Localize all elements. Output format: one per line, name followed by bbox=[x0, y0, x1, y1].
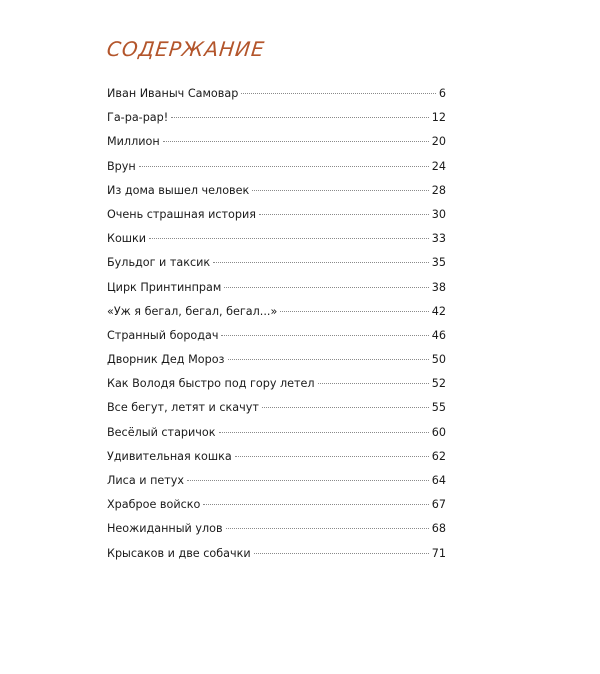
toc-entry-label: Крысаков и две собачки bbox=[107, 546, 251, 560]
toc-entry-page: 67 bbox=[431, 498, 446, 512]
toc-leader bbox=[262, 407, 429, 408]
toc-list bbox=[107, 86, 446, 570]
toc-entry-label: Весёлый старичок bbox=[107, 425, 216, 439]
toc-entry bbox=[107, 328, 446, 352]
toc-leader bbox=[149, 238, 429, 239]
toc-entry bbox=[107, 400, 446, 424]
toc-entry-page: 64 bbox=[431, 474, 446, 487]
toc-entry-label: Миллион bbox=[107, 135, 160, 149]
toc-entry bbox=[107, 280, 446, 304]
toc-leader bbox=[228, 359, 429, 360]
toc-entry bbox=[107, 521, 446, 545]
toc-entry-page: 42 bbox=[431, 304, 446, 318]
toc-entry-label: Га-ра-рар! bbox=[107, 111, 169, 125]
toc-entry-page: 55 bbox=[431, 401, 446, 415]
toc-entry bbox=[107, 304, 446, 328]
toc-entry-label: Дворник Дед Мороз bbox=[107, 353, 225, 367]
toc-entry-page: 6 bbox=[438, 87, 446, 100]
toc-entry bbox=[107, 159, 446, 183]
toc-entry-label: Иван Иваныч Самовар bbox=[107, 87, 239, 100]
toc-entry bbox=[107, 352, 446, 376]
toc-entry-label: Бульдог и таксик bbox=[107, 256, 211, 270]
toc-entry bbox=[107, 110, 446, 134]
toc-entry bbox=[107, 231, 446, 255]
toc-entry bbox=[107, 546, 446, 570]
toc-entry-label: Удивительная кошка bbox=[107, 449, 232, 463]
toc-leader bbox=[241, 93, 436, 94]
toc-entry-page: 33 bbox=[431, 232, 446, 246]
toc-entry bbox=[107, 183, 446, 207]
toc-entry-page: 68 bbox=[431, 522, 446, 536]
toc-leader bbox=[259, 214, 429, 215]
toc-entry-page: 62 bbox=[431, 449, 446, 463]
toc-entry-page: 35 bbox=[431, 256, 446, 270]
toc-entry bbox=[107, 497, 446, 521]
toc-entry-page: 71 bbox=[431, 546, 446, 560]
toc-entry-page: 52 bbox=[431, 377, 446, 391]
toc-entry-page: 20 bbox=[431, 135, 446, 149]
toc-leader bbox=[235, 456, 429, 457]
toc-entry bbox=[107, 376, 446, 400]
toc-entry-label: Кошки bbox=[107, 232, 147, 246]
toc-entry-label: Неожиданный улов bbox=[107, 522, 223, 536]
toc-leader bbox=[254, 553, 429, 554]
toc-leader bbox=[318, 383, 429, 384]
toc-entry bbox=[107, 449, 446, 473]
toc-entry-label: Все бегут, летят и скачут bbox=[107, 401, 259, 415]
toc-leader bbox=[221, 335, 428, 336]
toc-leader bbox=[203, 504, 428, 505]
toc-entry-page: 60 bbox=[431, 425, 446, 439]
toc-leader bbox=[226, 528, 429, 529]
toc-leader bbox=[280, 311, 428, 312]
toc-entry-label: Из дома вышел человек bbox=[107, 183, 250, 197]
toc-entry-page: 46 bbox=[431, 328, 446, 342]
toc-leader bbox=[171, 117, 428, 118]
toc-entry bbox=[107, 134, 446, 158]
toc-entry-page: 12 bbox=[431, 111, 446, 125]
toc-entry-page: 24 bbox=[431, 159, 446, 173]
toc-entry bbox=[107, 473, 446, 497]
toc-leader bbox=[163, 141, 429, 142]
toc-entry bbox=[107, 86, 446, 110]
toc-entry-label: Лиса и петух bbox=[107, 474, 185, 487]
toc-entry-page: 50 bbox=[431, 353, 446, 367]
toc-leader bbox=[224, 287, 428, 288]
toc-leader bbox=[219, 432, 429, 433]
toc-entry-page: 30 bbox=[431, 207, 446, 221]
toc-leader bbox=[187, 480, 429, 481]
toc-leader bbox=[213, 262, 429, 263]
toc-entry-label: Врун bbox=[107, 159, 136, 173]
toc-leader bbox=[139, 166, 429, 167]
toc-entry-label: «Уж я бегал, бегал, бегал...» bbox=[107, 304, 278, 318]
toc-entry-label: Цирк Принтинпрам bbox=[107, 280, 222, 294]
toc-entry-label: Очень страшная история bbox=[107, 207, 256, 221]
toc-entry bbox=[107, 255, 446, 279]
toc-entry-page: 38 bbox=[431, 280, 446, 294]
toc-title: СОДЕРЖАНИЕ bbox=[105, 37, 267, 61]
toc-entry-label: Как Володя быстро под гору летел bbox=[107, 377, 315, 391]
toc-entry bbox=[107, 207, 446, 231]
toc-entry-page: 28 bbox=[431, 183, 446, 197]
toc-entry-label: Храброе войско bbox=[107, 498, 201, 512]
toc-leader bbox=[252, 190, 428, 191]
toc-entry-label: Странный бородач bbox=[107, 328, 219, 342]
toc-entry bbox=[107, 425, 446, 449]
